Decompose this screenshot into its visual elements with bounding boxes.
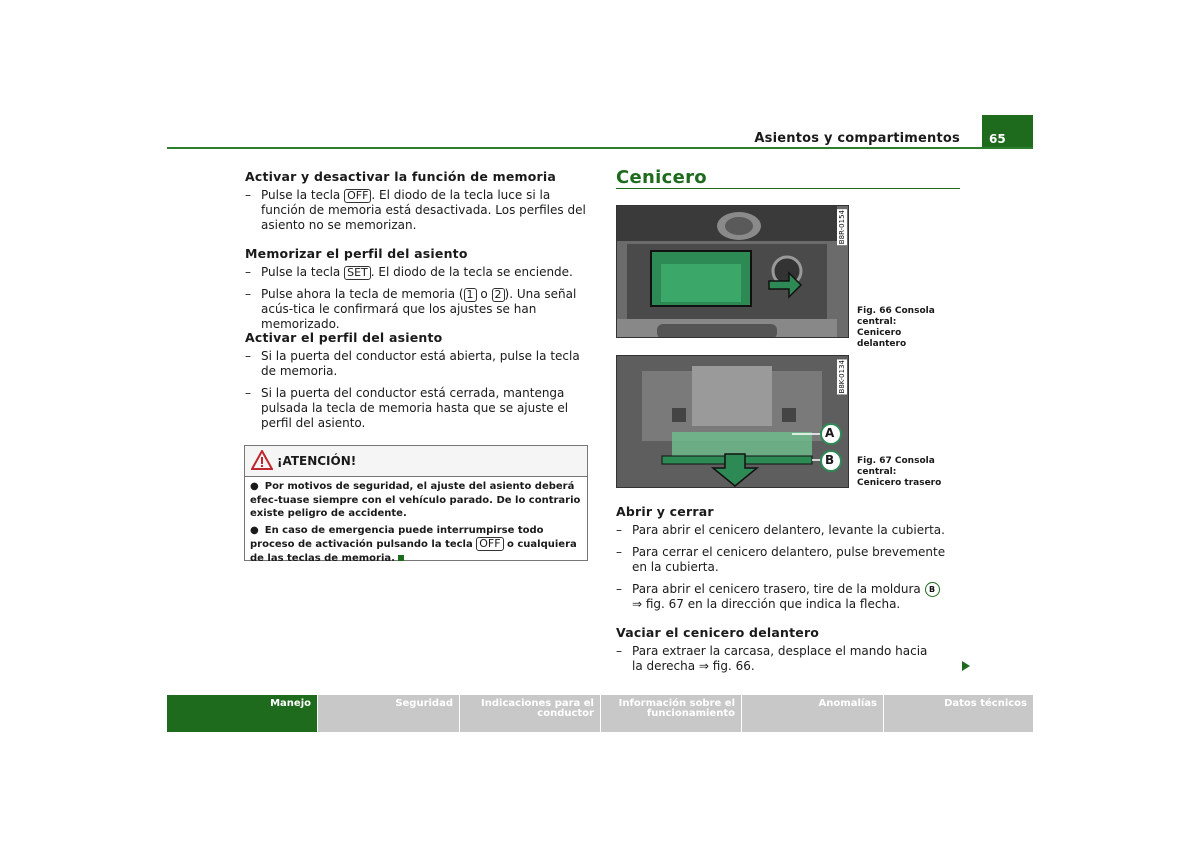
dash: –: [616, 582, 622, 596]
list-item: [245, 386, 590, 431]
figure-code: B8R-0154: [838, 210, 846, 245]
off-key: OFF: [344, 189, 371, 203]
next-page-arrow-icon[interactable]: [962, 661, 970, 671]
warning-triangle-icon: [251, 450, 273, 470]
list-item: [616, 644, 936, 674]
dash: –: [245, 188, 251, 202]
memory-key-2: 2: [492, 288, 505, 302]
warning-text: o cualquiera de las teclas de memoria.: [250, 539, 577, 564]
warning-bullet-2: [250, 524, 582, 566]
label-a: A: [825, 426, 835, 440]
nav-tab-indicaciones[interactable]: Indicaciones para el conductor: [460, 695, 600, 732]
list-item: [245, 265, 590, 280]
header-title: Asientos y compartimentos: [754, 131, 960, 146]
dash: –: [245, 265, 251, 279]
section-title-open-close: Abrir y cerrar: [616, 504, 714, 519]
dash: –: [616, 523, 622, 537]
section-title-store-profile: Memorizar el perfil del asiento: [245, 246, 468, 261]
figure-66-image: [616, 205, 849, 338]
dash: –: [616, 545, 622, 559]
figure-code: B8K-0134: [838, 360, 846, 394]
item-text: Si la puerta del conductor está cerrada, mantenga pulsada la tecla de memoria hasta que se ajuste el perfil del asiento.: [261, 386, 569, 430]
warning-header: [245, 446, 587, 477]
nav-tab-anomalias[interactable]: Anomalías: [742, 695, 883, 732]
item-text: Pulse la tecla: [261, 188, 345, 202]
warning-box: [244, 445, 588, 564]
item-text: ). Una señal acús-tica le confirmará que los ajustes se han memorizado.: [261, 287, 577, 331]
warning-text: En caso de emergencia puede interrumpirse todo proceso de activación pulsando la tecla: [250, 524, 544, 550]
warning-text: Por motivos de seguridad, el ajuste del asiento deberá efec-tuase siempre con el vehículo parado. De lo contrario existe peligro de accidente.: [250, 481, 581, 519]
figure-67-image: [616, 355, 849, 488]
list-item: [616, 545, 961, 575]
list-item: [245, 188, 590, 233]
memory-key-1: 1: [464, 288, 477, 302]
warning-title: ¡ATENCIÓN!: [277, 454, 357, 468]
item-text: . El diodo de la tecla luce si la función de memoria está desactivada. Los perfiles del asiento no se memorizan.: [261, 188, 586, 232]
section-title-empty-ashtray: Vaciar el cenicero delantero: [616, 625, 820, 640]
item-text: o: [476, 287, 492, 301]
warning-bullet-1: [250, 480, 582, 521]
nav-tab-seguridad[interactable]: Seguridad: [318, 695, 459, 732]
dash: –: [245, 287, 251, 301]
set-key: SET: [344, 266, 371, 280]
section-rule: [616, 188, 960, 189]
bullet-icon: ●: [250, 524, 259, 536]
list-item: [245, 349, 590, 379]
bullet-icon: ●: [250, 481, 259, 492]
section-title-activate-profile: Activar el perfil del asiento: [245, 330, 443, 345]
nav-tab-datos-tecnicos[interactable]: Datos técnicos: [884, 695, 1033, 732]
rear-ashtray-illustration: [617, 356, 849, 488]
item-text: Para cerrar el cenicero delantero, pulse brevemente en la cubierta.: [632, 545, 946, 574]
item-text: . El diodo de la tecla se enciende.: [370, 265, 573, 279]
front-ashtray-illustration: [617, 206, 849, 338]
item-text: ⇒ fig. 67 en la dirección que indica la flecha.: [632, 597, 901, 611]
dash: –: [616, 644, 622, 658]
figure-67-caption: Fig. 67 Consola central: Cenicero trasero: [857, 456, 942, 488]
warning-body: [245, 477, 587, 568]
nav-tab-manejo[interactable]: Manejo: [167, 695, 317, 732]
end-mark-icon: [398, 555, 404, 561]
label-b: B: [825, 453, 835, 467]
section-title-memory-function: Activar y desactivar la función de memoria: [245, 169, 557, 184]
item-text: Para abrir el cenicero delantero, levante la cubierta.: [632, 523, 945, 537]
dash: –: [245, 349, 251, 363]
off-key: OFF: [476, 537, 503, 551]
item-text: Pulse ahora la tecla de memoria (: [261, 287, 464, 301]
page-section-title: Cenicero: [616, 167, 707, 188]
header-rule: [167, 147, 1033, 149]
item-text: Para extraer la carcasa, desplace el mando hacia la derecha ⇒ fig. 66.: [632, 644, 928, 673]
nav-tab-informacion[interactable]: Información sobre el funcionamiento: [601, 695, 741, 732]
figure-66-caption: Fig. 66 Consola central: Cenicero delantero: [857, 306, 935, 349]
list-item: [616, 582, 961, 612]
list-item: [245, 287, 590, 332]
item-text: Para abrir el cenicero trasero, tire de la moldura: [632, 582, 925, 596]
item-text: Pulse la tecla: [261, 265, 345, 279]
list-item: [616, 523, 961, 538]
item-text: Si la puerta del conductor está abierta, pulse la tecla de memoria.: [261, 349, 580, 378]
page-number: 65: [982, 115, 1033, 148]
dash: –: [245, 386, 251, 400]
moulding-b-marker: B: [925, 582, 940, 597]
